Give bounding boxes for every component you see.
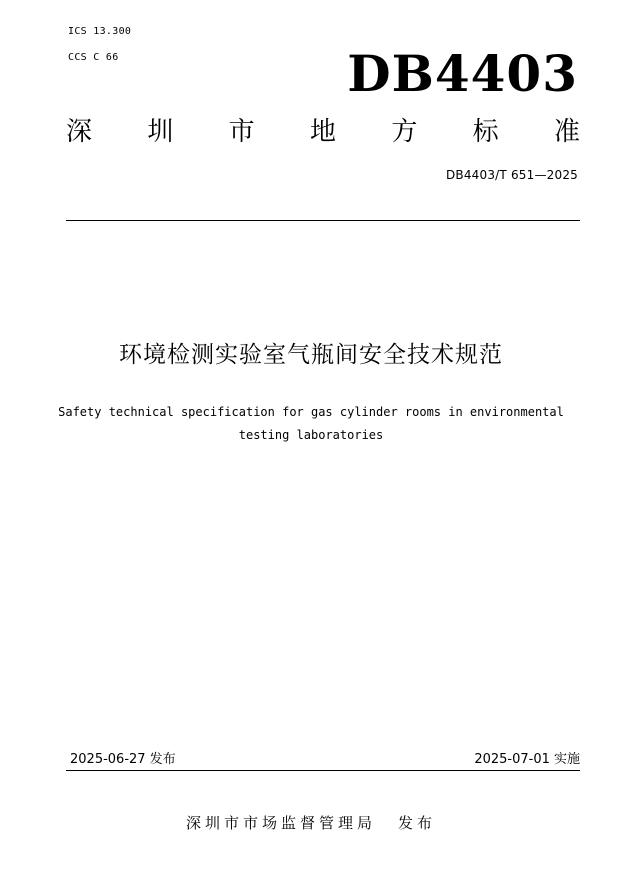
footer-divider: [66, 770, 580, 771]
english-title-line: Safety technical specification for gas cylinder rooms in environmental: [58, 405, 564, 419]
publisher-line: [0, 812, 622, 834]
publish-action: 发布: [398, 814, 437, 832]
issue-date: 2025-06-27 发布: [70, 752, 176, 767]
header-divider: [66, 220, 580, 221]
standard-type-char: 准: [553, 117, 580, 147]
standard-type-char: 标: [472, 117, 499, 147]
standard-type-char: 市: [228, 117, 255, 147]
standard-number: DB4403/T 651—2025: [445, 168, 578, 182]
standard-type-char: 圳: [147, 117, 174, 147]
document-title-chinese: 环境检测实验室气瓶间安全技术规范: [119, 342, 503, 368]
document-title-english: [40, 401, 582, 447]
standard-type-char: 深: [66, 117, 93, 147]
standard-type-char: 方: [391, 117, 418, 147]
publisher-name: 深圳市市场监督管理局: [185, 814, 376, 832]
english-title-line: testing laboratories: [238, 428, 384, 442]
implementation-date: 2025-07-01 实施: [474, 752, 580, 767]
ics-code: ICS 13.300: [68, 26, 132, 37]
standard-type-char: 地: [309, 117, 336, 147]
standard-logo: DB4403: [347, 44, 578, 103]
standard-type-title: [66, 116, 580, 148]
ccs-code: CCS C 66: [68, 52, 119, 63]
